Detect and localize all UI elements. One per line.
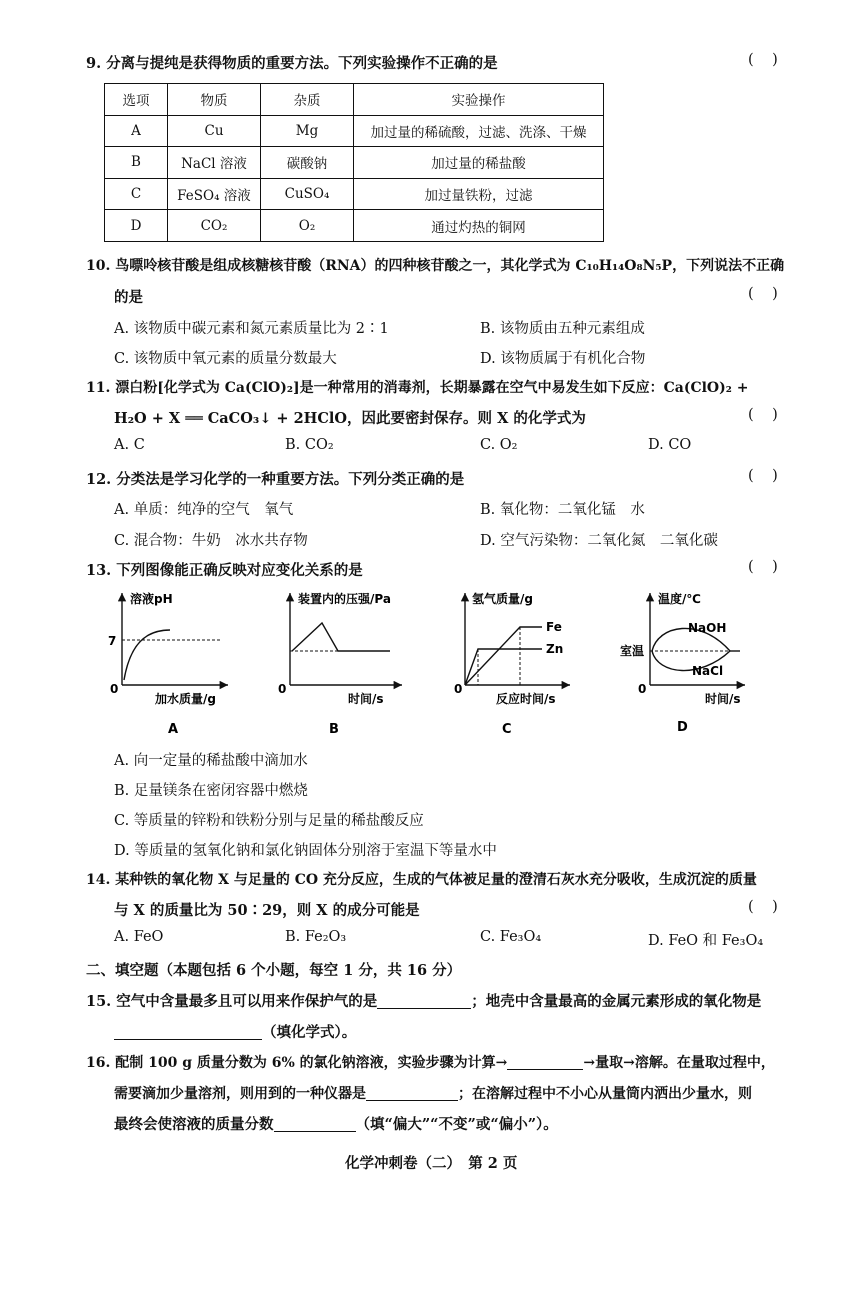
graph-d: [620, 591, 745, 735]
graph-d-xlabel: 时间/s: [705, 692, 741, 706]
q10-option-d: D. 该物质属于有机化合物: [480, 351, 646, 367]
q16-part2: →量取→溶解。在量取过程中，: [583, 1055, 775, 1071]
graph-b-origin: 0: [278, 682, 287, 696]
graph-a-letter: A: [168, 722, 179, 737]
graph-d-series-naoh: NaOH: [688, 621, 727, 635]
section-heading: 二、填空题（本题包括 6 个小题，每空 1 分，共 16 分）: [86, 962, 462, 979]
q16-line1: [86, 1052, 775, 1072]
graph-a-origin: 0: [110, 682, 119, 696]
q15-line1: [86, 990, 761, 1011]
q10-stem-line2: 的是: [114, 289, 143, 306]
graph-a-xlabel: 加水质量/g: [155, 692, 216, 706]
cell-operation: 加过量的稀盐酸: [354, 147, 604, 179]
q9-stem: 9. 分离与提纯是获得物质的重要方法。下列实验操作不正确的是: [86, 55, 498, 72]
q11-stem-line2: H₂O + X ══ CaCO₃↓ + 2HClO，因此要密封保存。则 X 的化学式为: [114, 410, 586, 427]
q15-part3: （填化学式）。: [262, 1024, 357, 1041]
graph-c-series-fe: Fe: [546, 620, 562, 634]
q16-part5: 最终会使溶液的质量分数: [114, 1116, 274, 1133]
q15-line2: [114, 1021, 356, 1042]
q16-part1: 16. 配制 100 g 质量分数为 6% 的氯化钠溶液，实验步骤为计算→: [86, 1055, 508, 1071]
graph-b-xlabel: 时间/s: [348, 692, 384, 706]
q14-option-d: D. FeO 和 Fe₃O₄: [648, 933, 764, 949]
graph-d-letter: D: [677, 720, 688, 735]
graph-d-ytick: 室温: [620, 644, 645, 658]
q11-stem-line1: 11. 漂白粉[化学式为 Ca(ClO)₂]是一种常用的消毒剂，长期暴露在空气中易发生如下反应：Ca(ClO)₂ +: [86, 380, 749, 396]
q12-answer-paren: ( ): [748, 468, 778, 484]
cell-impurity: Mg: [261, 115, 354, 147]
table-header-row: [105, 84, 604, 116]
cell-operation: 加过量的稀硫酸，过滤、洗涤、干燥: [354, 115, 604, 147]
graph-c-series-zn: Zn: [546, 642, 564, 656]
q15-blank-2[interactable]: [114, 1025, 262, 1040]
cell-substance: NaCl 溶液: [168, 147, 261, 179]
q13-option-d: D. 等质量的氢氧化钠和氯化钠固体分别溶于室温下等量水中: [114, 843, 497, 859]
cell-option: C: [105, 178, 168, 210]
graph-d-series-nacl: NaCl: [692, 664, 724, 678]
q16-blank-2[interactable]: [366, 1086, 458, 1101]
q16-blank-1[interactable]: [507, 1055, 583, 1070]
q14-answer-paren: ( ): [748, 899, 778, 915]
header-impurity: 杂质: [261, 84, 354, 116]
q12-option-a: A. 单质：纯净的空气 氧气: [114, 502, 294, 518]
q11-option-a: A. C: [114, 437, 145, 453]
q10-option-a: A. 该物质中碳元素和氮元素质量比为 2∶1: [114, 321, 389, 337]
header-operation: 实验操作: [354, 84, 604, 116]
q15-part1: 15. 空气中含量最多且可以用来作保护气的是: [86, 993, 378, 1010]
q13-answer-paren: ( ): [748, 559, 778, 575]
table-row: [105, 115, 604, 147]
cell-substance: FeSO₄ 溶液: [168, 178, 261, 210]
cell-substance: CO₂: [168, 210, 261, 242]
q13-option-c: C. 等质量的锌粉和铁粉分别与足量的稀盐酸反应: [114, 813, 424, 829]
table-row: [105, 178, 604, 210]
q9-answer-paren: ( ): [748, 52, 778, 68]
q16-part4: ；在溶解过程中不小心从量筒内洒出少量水，则: [458, 1086, 752, 1102]
q10-answer-paren: ( ): [748, 286, 778, 302]
graph-c-origin: 0: [454, 682, 463, 696]
graph-d-ylabel: 温度/℃: [658, 592, 701, 606]
q13-option-b: B. 足量镁条在密闭容器中燃烧: [114, 783, 308, 799]
q13-stem: 13. 下列图像能正确反映对应变化关系的是: [86, 562, 363, 579]
graph-a: [108, 591, 228, 737]
cell-option: A: [105, 115, 168, 147]
graph-b: [278, 591, 402, 737]
q14-option-c: C. Fe₃O₄: [480, 929, 542, 945]
q14-option-b: B. Fe₂O₃: [285, 929, 347, 945]
q11-option-c: C. O₂: [480, 437, 518, 453]
q12-option-c: C. 混合物：牛奶 冰水共存物: [114, 533, 308, 549]
cell-option: B: [105, 147, 168, 179]
cell-impurity: O₂: [261, 210, 354, 242]
cell-impurity: CuSO₄: [261, 178, 354, 210]
page-footer: 化学冲刺卷（二） 第 2 页: [345, 1155, 518, 1172]
q10-stem-line1: 10. 鸟嘌呤核苷酸是组成核糖核苷酸（RNA）的四种核苷酸之一，其化学式为 C₁₀H₁₄O₈N₅P，下列说法不正确: [86, 258, 785, 274]
header-substance: 物质: [168, 84, 261, 116]
q15-blank-1[interactable]: [377, 994, 471, 1009]
q11-option-d: D. CO: [648, 437, 692, 453]
cell-operation: 加过量铁粉，过滤: [354, 178, 604, 210]
q11-answer-paren: ( ): [748, 407, 778, 423]
q10-option-b: B. 该物质由五种元素组成: [480, 321, 645, 337]
q14-stem-line2: 与 X 的质量比为 50∶29，则 X 的成分可能是: [114, 902, 420, 919]
q9-table: [104, 83, 604, 242]
graph-a-ytick: 7: [108, 634, 117, 648]
graph-b-letter: B: [329, 722, 339, 737]
graph-d-origin: 0: [638, 682, 647, 696]
graph-b-ylabel: 装置内的压强/Pa: [298, 592, 391, 606]
q14-stem-line1: 14. 某种铁的氧化物 X 与足量的 CO 充分反应，生成的气体被足量的澄清石灰水充分吸收，生成沉淀的质量: [86, 872, 757, 888]
table-row: [105, 147, 604, 179]
graph-a-ylabel: 溶液pH: [130, 592, 173, 606]
cell-operation: 通过灼热的铜网: [354, 210, 604, 242]
q16-part3: 需要滴加少量溶剂，则用到的一种仪器是: [114, 1086, 366, 1102]
cell-substance: Cu: [168, 115, 261, 147]
q16-line3: [114, 1113, 558, 1134]
q13-graphs: [100, 585, 760, 740]
q10-option-c: C. 该物质中氧元素的质量分数最大: [114, 351, 337, 367]
graph-c-letter: C: [502, 722, 512, 737]
q12-stem: 12. 分类法是学习化学的一种重要方法。下列分类正确的是: [86, 471, 465, 488]
q11-option-b: B. CO₂: [285, 437, 334, 453]
graph-c: [454, 591, 570, 737]
q15-part2: ；地壳中含量最高的金属元素形成的氧化物是: [471, 993, 762, 1010]
q16-part6: （填“偏大”“不变”或“偏小”）。: [355, 1116, 558, 1133]
q16-blank-3[interactable]: [274, 1117, 356, 1132]
q12-option-d: D. 空气污染物：二氧化氮 二氧化碳: [480, 533, 718, 549]
cell-impurity: 碳酸钠: [261, 147, 354, 179]
q12-option-b: B. 氧化物：二氧化锰 水: [480, 502, 645, 518]
graph-c-xlabel: 反应时间/s: [496, 692, 556, 706]
table-row: [105, 210, 604, 242]
cell-option: D: [105, 210, 168, 242]
q14-option-a: A. FeO: [114, 929, 164, 945]
header-option: 选项: [105, 84, 168, 116]
q16-line2: [114, 1083, 752, 1103]
graph-c-ylabel: 氢气质量/g: [472, 592, 533, 606]
q13-option-a: A. 向一定量的稀盐酸中滴加水: [114, 753, 308, 769]
